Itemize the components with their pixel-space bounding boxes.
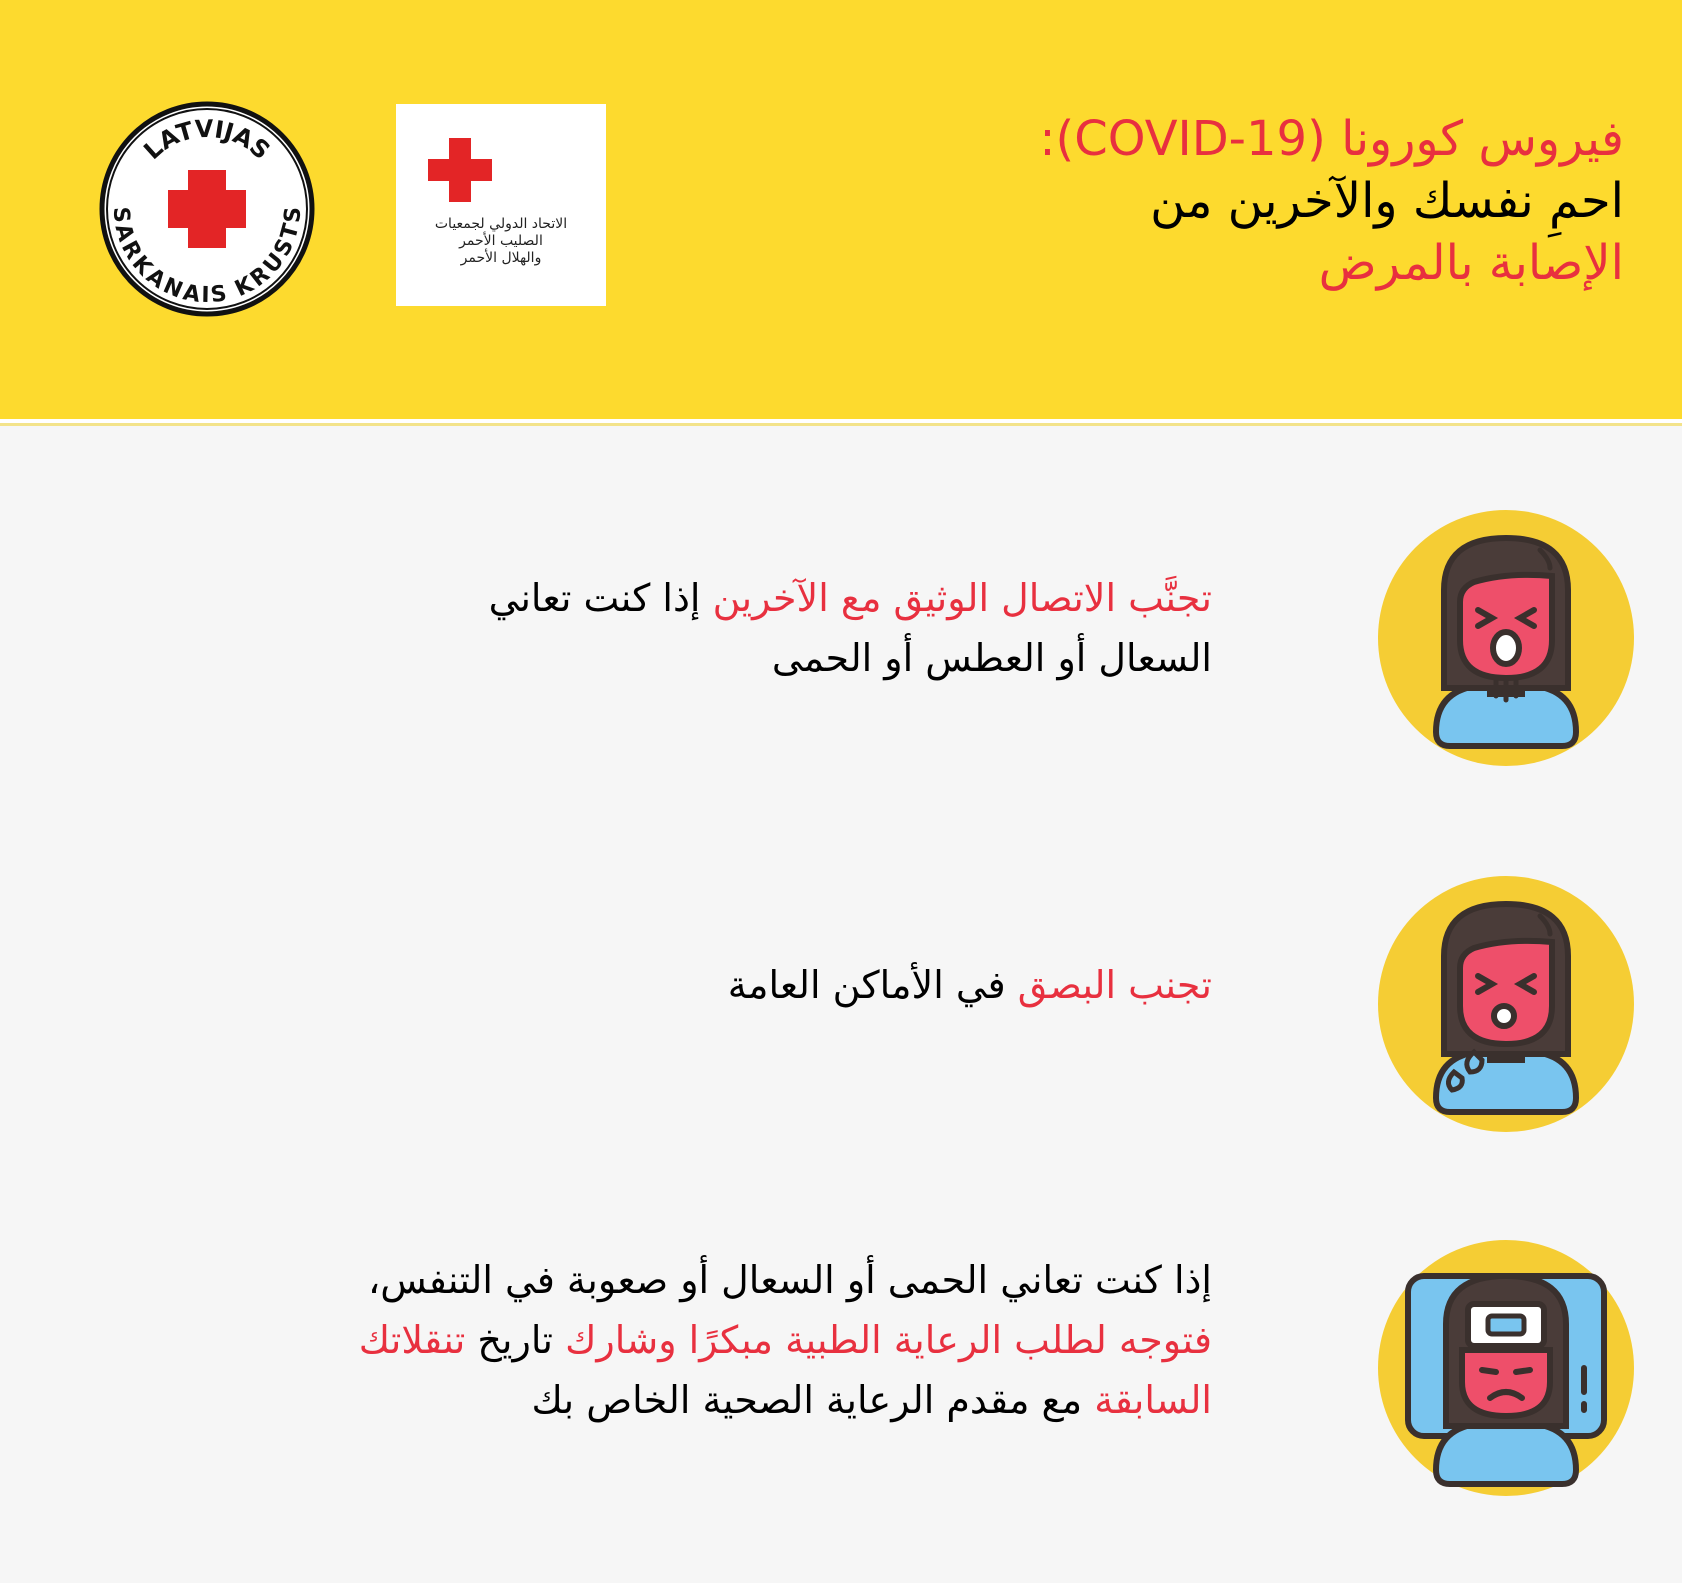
tip1-text-a: إذا كنت تعاني (488, 576, 701, 620)
title-line-1: فيروس كورونا (COVID-19): (1039, 111, 1624, 167)
tip-spitting (152, 955, 1212, 1015)
tip1-text-b: السعال أو العطس أو الحمى (771, 636, 1212, 680)
latvian-red-cross-logo (98, 100, 316, 318)
tip3-text-a: إذا كنت تعاني الحمى أو السعال أو صعوبة في التنفس، (367, 1258, 1212, 1302)
title-line-3: الإصابة بالمرض (1318, 235, 1624, 291)
tip-close-contact (152, 568, 1212, 688)
tip3-highlight-c: تنقلاتك (358, 1318, 466, 1362)
logo-bottom-text: SARKANAIS KRUSTS (107, 206, 307, 309)
sneezing-person-icon (1378, 510, 1634, 770)
tip2-text: في الأماكن العامة (727, 963, 1006, 1007)
ifrc-crescent-icon (514, 138, 546, 202)
tip3-text-b: تاريخ (477, 1318, 554, 1362)
ifrc-name-line2: الصليب الأحمر (459, 233, 543, 249)
tip3-highlight-d: السابقة (1094, 1378, 1212, 1422)
logo-top-text: LATVIJAS (138, 114, 276, 166)
tip1-highlight: تجنَّب الاتصال الوثيق مع الآخرين (712, 576, 1212, 620)
ifrc-name-line1: الاتحاد الدولي لجمعيات (434, 216, 568, 232)
sick-person-thermometer-icon (1378, 1240, 1634, 1500)
tip-seek-care (152, 1250, 1212, 1430)
title-line-2: احمِ نفسك والآخرين من (1150, 173, 1624, 229)
ifrc-logo (396, 104, 606, 306)
spitting-person-icon (1378, 876, 1634, 1136)
ifrc-name-line3: والهلال الأحمر (460, 250, 542, 266)
page-title (724, 108, 1624, 294)
tip3-highlight-b: وشارك (565, 1318, 677, 1362)
tip3-text-c: مع مقدم الرعاية الصحية الخاص بك (531, 1378, 1083, 1422)
red-cross-horizontal (168, 190, 246, 228)
tip3-highlight-a: فتوجه لطلب الرعاية الطبية مبكرًا (688, 1318, 1212, 1362)
tip2-highlight: تجنب البصق (1017, 963, 1212, 1007)
